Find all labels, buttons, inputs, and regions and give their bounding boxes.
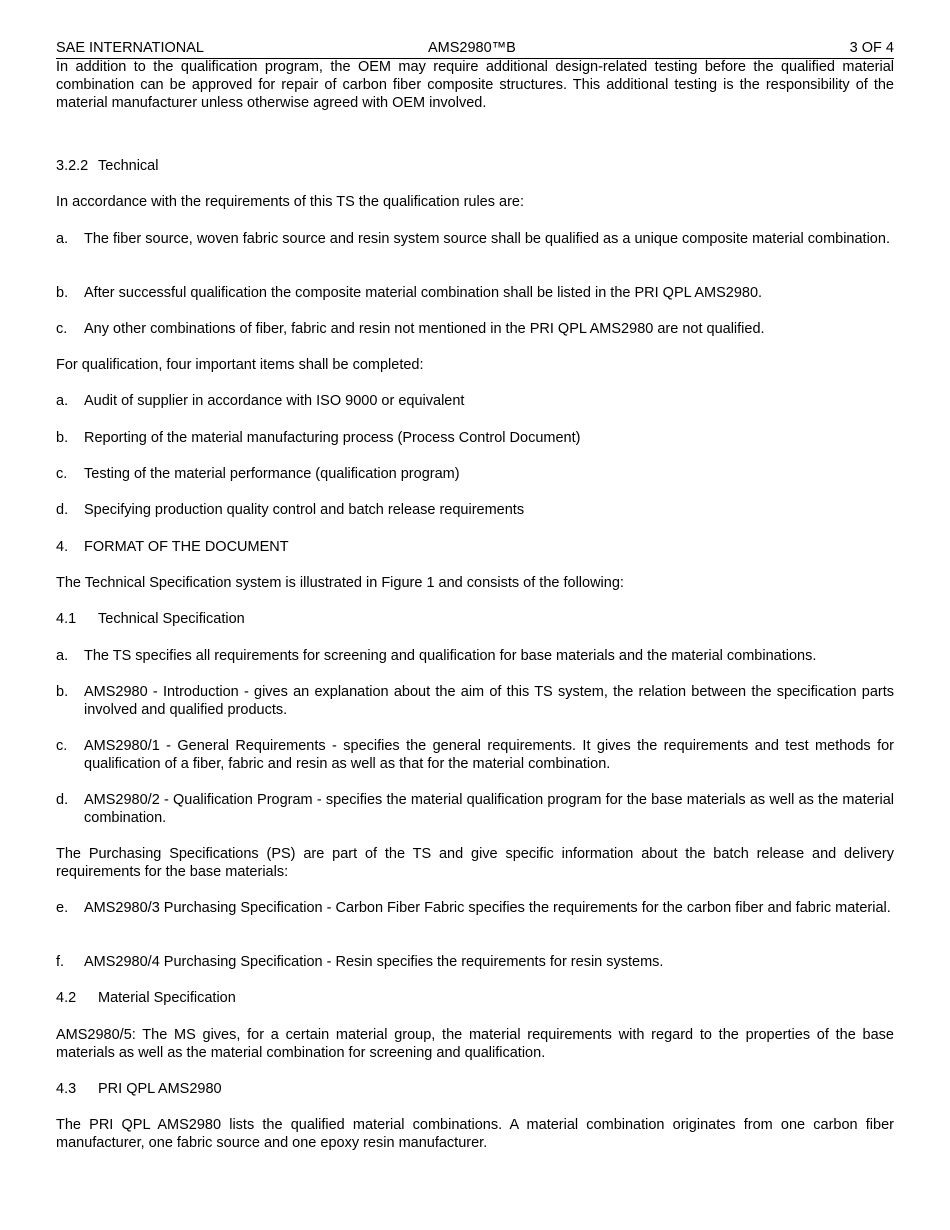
section-4-heading bbox=[56, 538, 289, 556]
list-label: c. bbox=[56, 466, 68, 482]
items-intro: For qualification, four important items shall be completed: bbox=[56, 357, 424, 373]
list-text: Testing of the material performance (qualification program) bbox=[84, 466, 460, 482]
intro-paragraph: In addition to the qualification program, the OEM may require additional design-related testing before the qualified material combination can be approved for repair of carbon fiber composite structures. This additional testing is the responsibility of the material manufacturer unless otherwise agreed with OEM involved. bbox=[56, 59, 894, 111]
list-text: The fiber source, woven fabric source and resin system source shall be qualified as a unique composite material combination. bbox=[84, 231, 890, 247]
section-title: Technical Specification bbox=[98, 611, 245, 627]
list-label: d. bbox=[56, 792, 69, 808]
list-text: Any other combinations of fiber, fabric and resin not mentioned in the PRI QPL AMS2980 are not qualified. bbox=[84, 321, 765, 337]
list-text: After successful qualification the composite material combination shall be listed in the PRI QPL AMS2980. bbox=[84, 285, 763, 301]
list-item bbox=[56, 465, 894, 483]
list-label: d. bbox=[56, 502, 69, 518]
list-text: Specifying production quality control and batch release requirements bbox=[84, 502, 525, 518]
list-label: a. bbox=[56, 231, 69, 247]
list-text: Reporting of the material manufacturing process (Process Control Document) bbox=[84, 430, 581, 446]
section-title: PRI QPL AMS2980 bbox=[98, 1081, 222, 1097]
list-label: e. bbox=[56, 900, 69, 916]
list-item bbox=[56, 899, 894, 917]
list-text: AMS2980 - Introduction - gives an explanation about the aim of this TS system, the relation between the specification parts involved and qualified products. bbox=[84, 684, 894, 718]
section-title: Technical bbox=[98, 158, 159, 174]
rules-intro: In accordance with the requirements of this TS the qualification rules are: bbox=[56, 194, 525, 210]
list-text: AMS2980/3 Purchasing Specification - Carbon Fiber Fabric specifies the requirements for the carbon fiber and fabric material. bbox=[84, 900, 891, 916]
page-header bbox=[56, 38, 894, 59]
list-item bbox=[56, 737, 894, 773]
header-document-id: AMS2980™B bbox=[428, 40, 516, 56]
list-item bbox=[56, 791, 894, 827]
ps-intro: The Purchasing Specifications (PS) are part of the TS and give specific information about the batch release and delivery requirements for the base materials: bbox=[56, 846, 894, 880]
list-item bbox=[56, 320, 894, 338]
section-4-3-heading bbox=[56, 1080, 222, 1098]
list-item bbox=[56, 392, 894, 410]
list-label: a. bbox=[56, 648, 69, 664]
list-label: b. bbox=[56, 285, 69, 301]
header-page-number: 3 OF 4 bbox=[849, 40, 894, 56]
format-intro: The Technical Specification system is illustrated in Figure 1 and consists of the following: bbox=[56, 575, 624, 591]
list-text: AMS2980/1 - General Requirements - specifies the general requirements. It gives the requirements and test methods for qualification of a fiber, fabric and resin as well as that for the material combination. bbox=[84, 738, 894, 772]
qpl-paragraph: The PRI QPL AMS2980 lists the qualified material combinations. A material combination originates from one carbon fiber manufacturer, one fabric source and one epoxy resin manufacturer. bbox=[56, 1117, 894, 1151]
ms-paragraph: AMS2980/5: The MS gives, for a certain material group, the material requirements with regard to the properties of the base materials as well as the material combination for screening and qualification. bbox=[56, 1027, 894, 1061]
list-text: AMS2980/4 Purchasing Specification - Resin specifies the requirements for resin systems. bbox=[84, 954, 664, 970]
list-label: b. bbox=[56, 684, 69, 700]
section-number: 4.3 bbox=[56, 1081, 77, 1097]
list-label: c. bbox=[56, 738, 68, 754]
list-item bbox=[56, 429, 894, 447]
list-text: Audit of supplier in accordance with ISO 9000 or equivalent bbox=[84, 393, 465, 409]
section-number: 4.2 bbox=[56, 990, 77, 1006]
section-4-1-heading bbox=[56, 610, 245, 628]
list-text: The TS specifies all requirements for screening and qualification for base materials and the material combinations. bbox=[84, 648, 817, 664]
list-item bbox=[56, 284, 894, 302]
list-item bbox=[56, 953, 894, 971]
list-text: AMS2980/2 - Qualification Program - specifies the material qualification program for the base materials as well as the material combination. bbox=[84, 792, 894, 826]
list-item bbox=[56, 647, 894, 665]
section-title: Material Specification bbox=[98, 990, 236, 1006]
section-number: 4. bbox=[56, 539, 69, 555]
list-label: f. bbox=[56, 954, 65, 970]
list-item bbox=[56, 501, 894, 519]
section-number: 3.2.2 bbox=[56, 158, 89, 174]
list-label: a. bbox=[56, 393, 69, 409]
list-item bbox=[56, 230, 894, 248]
list-label: c. bbox=[56, 321, 68, 337]
list-item bbox=[56, 683, 894, 719]
section-4-2-heading bbox=[56, 989, 236, 1007]
list-label: b. bbox=[56, 430, 69, 446]
section-title: FORMAT OF THE DOCUMENT bbox=[84, 539, 289, 555]
section-number: 4.1 bbox=[56, 611, 77, 627]
section-3-2-2-heading bbox=[56, 157, 158, 175]
header-organization: SAE INTERNATIONAL bbox=[56, 40, 204, 56]
